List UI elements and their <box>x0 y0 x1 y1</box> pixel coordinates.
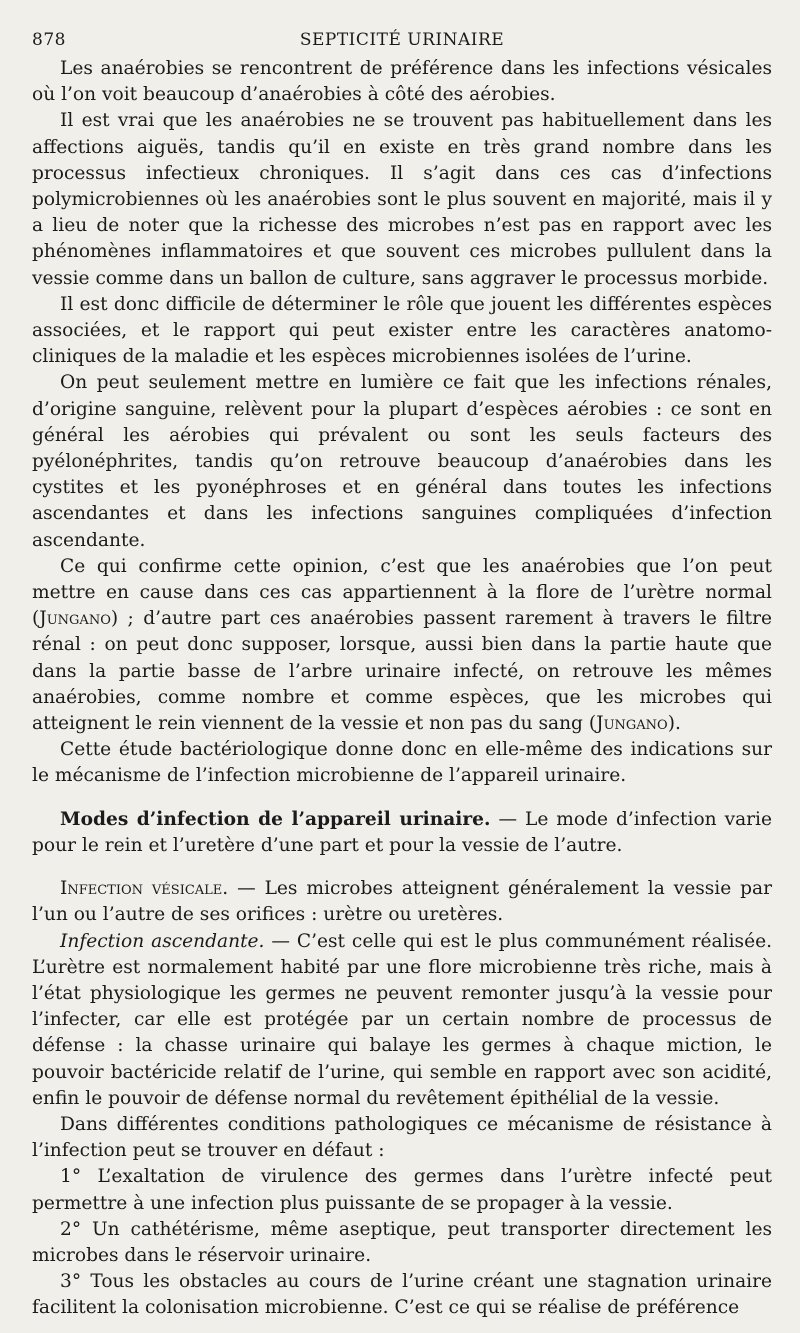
paragraph: Il est vrai que les anaérobies ne se trouvent pas habituellement dans les affections aiguës, tandis qu’il en existe en très grand nombre dans les processus infectieux chroniques. Il s’agit dans ces cas d’infections polymicrobiennes où les anaérobies sont le plus souvent en majorité, mais il y a lieu de noter que la richesse des microbes n’est pas en rapport avec les phénomènes inflammatoires et que souvent ces microbes pullulent dans la vessie comme dans un ballon de culture, sans aggraver le processus morbide. <box>32 110 772 289</box>
paragraph: On peut seulement mettre en lumière ce fait que les infections rénales, d’origine sanguine, relèvent pour la plupart d’espèces aérobies : ce sont en général les aérobies qui prévalent ou sont les seuls facteurs des pyélonéphrites, tandis qu’on retrouve beaucoup d’anaérobies dans les cystites et les pyonéphroses et en général dans toutes les infections ascendantes et dans les infections sanguines compliquées d’infection ascendante. <box>32 372 772 551</box>
subsection-title: Infection vésicale. <box>60 878 229 900</box>
paragraph <box>32 929 772 1112</box>
section-spacer <box>32 859 772 876</box>
text-run: ) ; d’autre part ces anaérobies passent rarement à travers le filtre rénal : on peut donc supposer, lorsque, aussi bien dans la partie haute que dans la partie basse de l’arbre urinaire infecté, on retrouve les mêmes anaérobies, comme nombre et comme espèces, que les microbes qui atteignent le rein viennent de la vessie et non pas du sang ( <box>32 608 772 735</box>
subsubsection-title: Infection ascendante. <box>60 930 265 952</box>
section-spacer <box>32 790 772 807</box>
author-name: Jungano <box>596 713 668 735</box>
text-run: ). <box>667 713 681 735</box>
list-item: 3° Tous les obstacles au cours de l’urine créant une stagnation urinaire facilitent la colonisation microbienne. C’est ce qui se réalise de préférence <box>32 1271 772 1319</box>
paragraph <box>32 876 772 928</box>
list-item: 1° L’exaltation de virulence des germes dans l’urètre infecté peut permettre à une infection plus puissante de se propager à la vessie. <box>32 1166 772 1214</box>
text-run: — Les microbes atteignent généralement la vessie par l’un ou l’autre de ses orifices : urètre ou uretères. <box>32 878 772 926</box>
paragraph: Il est donc difficile de déterminer le rôle que jouent les différentes espèces associées, et le rapport qui peut exister entre les caractères anatomo-cliniques de la maladie et les espèces microbiennes isolées de l’urine. <box>32 293 772 368</box>
text-run: — C’est celle qui est le plus communément réalisée. L’urètre est normalement habité par une flore microbienne très riche, mais à l’état physiologique les germes ne peuvent remonter jusqu’à la vessie pour l’infecter, car elle est protégée par un certain nombre de processus de défense : la chasse urinaire qui balaye les germes à chaque miction, le pouvoir bactéricide relatif de l’urine, qui semble en rapport avec son acidité, enfin le pouvoir de défense normal du revêtement épithélial de la vessie. <box>32 930 772 1109</box>
paragraph: Les anaérobies se rencontrent de préférence dans les infections vésicales où l’on voit beaucoup d’anaérobies à côté des aérobies. <box>32 58 772 106</box>
running-title: SEPTICITÉ URINAIRE <box>299 30 505 50</box>
body-text <box>32 56 772 1322</box>
paragraph: Cette étude bactériologique donne donc en elle-même des indications sur le mécanisme de l’infection microbienne de l’appareil urinaire. <box>32 739 772 787</box>
paragraph <box>32 807 772 859</box>
author-name: Jungano <box>39 608 111 630</box>
paragraph <box>32 554 772 737</box>
page-header <box>32 22 772 56</box>
text-run: Ce qui confirme cette opinion, c’est que les anaérobies que l’on peut mettre en cause dans ces cas appartiennent à la flore de l’urètre normal ( <box>32 555 772 630</box>
page-number: 878 <box>32 30 66 50</box>
paragraph: Dans différentes conditions pathologiques ce mécanisme de résistance à l’infection peut se trouver en défaut : <box>32 1113 772 1162</box>
text-run: — Le mode d’infection varie pour le rein et l’uretère d’une part et pour la vessie de l’autre. <box>32 808 772 856</box>
section-title: Modes d’infection de l’appareil urinaire. <box>60 808 491 830</box>
list-item: 2° Un cathétérisme, même aseptique, peut transporter directement les microbes dans le réservoir urinaire. <box>32 1218 772 1266</box>
